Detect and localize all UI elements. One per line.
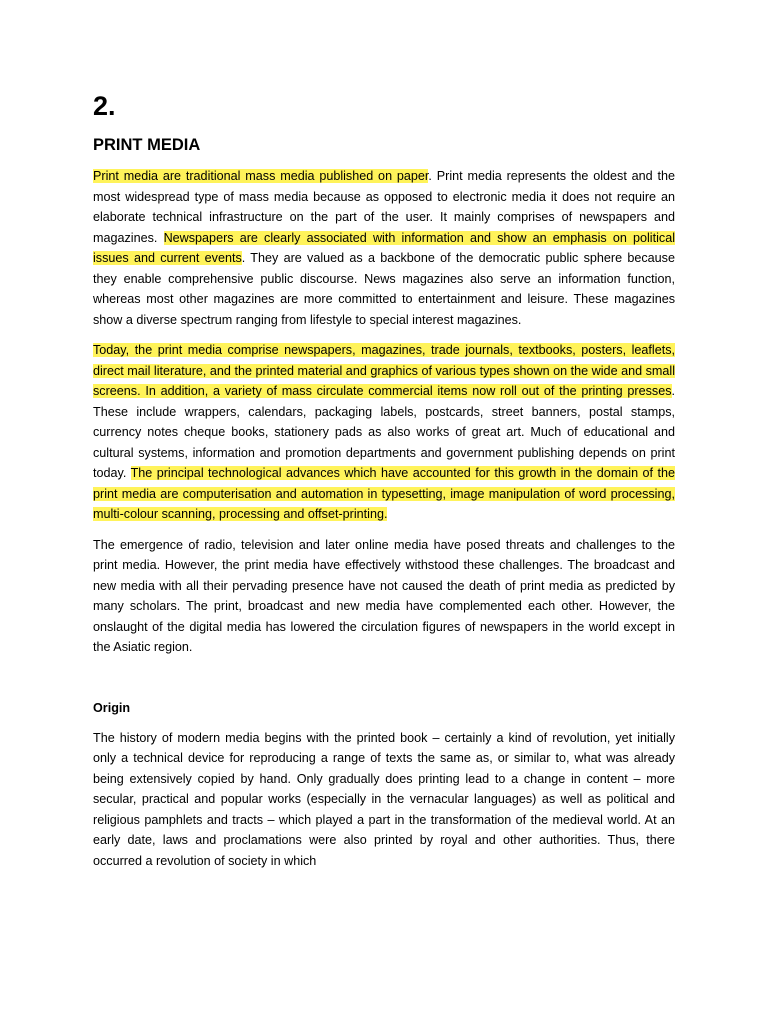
section-number: 2. — [93, 91, 116, 121]
paragraph-emergence: The emergence of radio, television and later online media have posed threats and challenges to the print media. However, the print media have effectively withstood these challenges. The broadcast and new media with all their pervading presence have not caused the death of print media as predicted by many scholars. The print, broadcast and new media have complemented each other. However, the onslaught of the digital media has lowered the circulation figures of newspapers in the world except in the Asiatic region. — [93, 537, 675, 654]
body-text: . Print media represents the oldest and the most widespread type of mass media because as opposed to electronic media it does not require an elaborate technical infrastructure on the part of the user. It mainly comprises of newspapers and magazines. — [93, 169, 676, 245]
paragraph-history: The history of modern media begins with the printed book – certainly a kind of revolution, yet initially only a technical device for reproducing a range of texts the same as, or similar to, what was already being extensively copied by hand. Only gradually does printing lead to a change in content – more secular, practical and popular works (especially in the vernacular languages) as well as political and religious pamphlets and tracts – which played a part in the transformation of the medieval world. At an early date, laws and proclamations were also printed by royal and other authorities. Thus, there occurred a revolution of society in which — [93, 730, 675, 868]
highlighted-text: The principal technological advances which have accounted for this growth in the domain of the print media are computerisation and automation in typesetting, image manipulation of word processing, multi-colour scanning, processing and offset-printing. — [93, 466, 675, 521]
highlighted-text: Newspapers are clearly associated with information and show an emphasis on political issues and current events — [93, 230, 676, 265]
subheading-origin: Origin — [93, 700, 131, 715]
paragraph-today — [93, 340, 675, 525]
body-text: . These include wrappers, calendars, packaging labels, postcards, street banners, postal stamps, currency notes cheque books, stationery pads as also works of great art. Much of educational and cultural systems, information and promotion departments and government publishing depends on print today. — [93, 384, 675, 480]
highlighted-text: Today, the print media comprise newspapers, magazines, trade journals, textbooks, posters, leaflets, direct mail literature, and the printed material and graphics of various types shown on the wide and small screens. In addition, a variety of mass circulate commercial items now roll out of the printing presses — [93, 343, 675, 398]
document-page — [93, 88, 675, 871]
section-heading: PRINT MEDIA — [93, 136, 201, 154]
highlighted-text: Print media are traditional mass media published on paper — [93, 169, 429, 183]
paragraph-intro — [93, 166, 675, 330]
body-text: . They are valued as a backbone of the democratic public sphere because they enable comprehensive public discourse. News magazines also serve an information function, whereas most other magazines are more committed to entertainment and leisure. These magazines show a diverse spectrum ranging from lifestyle to special interest magazines. — [93, 251, 675, 327]
